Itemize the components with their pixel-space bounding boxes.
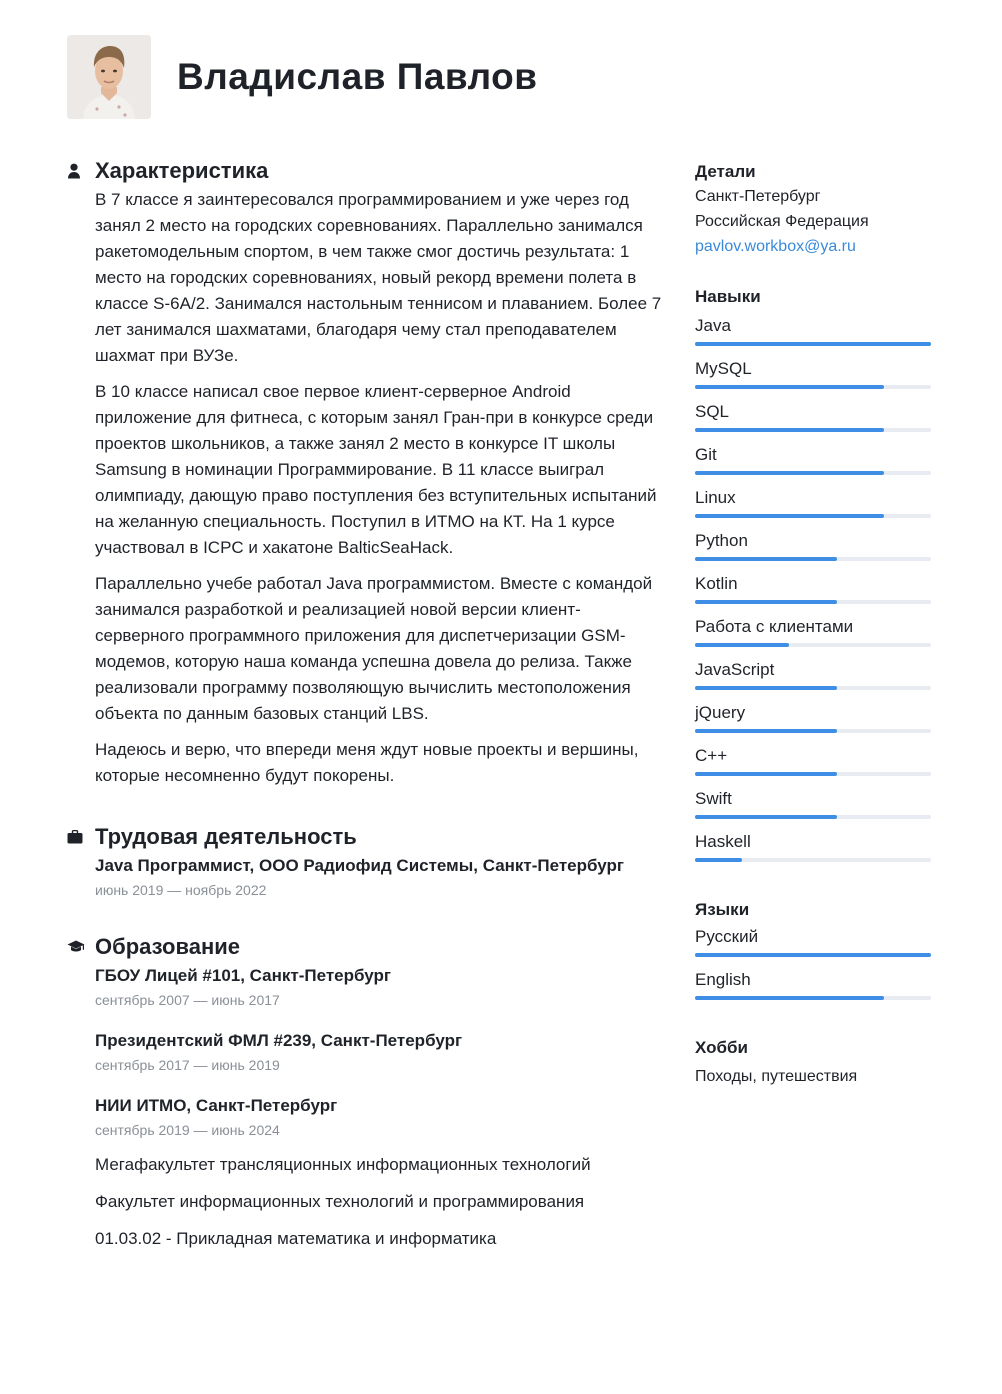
summary-paragraph: В 10 классе написал свое первое клиент-серверное Android приложение для фитнеса, с которым занял Гран-при в конкурсе среди проектов школьников, а также занял 2 место в конкурсе IT школы Samsung в номинации Программирование. В 11 классе выиграл олимпиаду, дающую право поступления без вступительных испытаний на желанную специальность. Поступил в ИТМО на КТ. На 1 курсе участвовал в ICPC и хакатоне BalticSeaHack. xyxy=(95,382,657,557)
skill-item xyxy=(695,487,931,530)
summary-section xyxy=(67,156,667,789)
education-entry-title: Президентский ФМЛ #239, Санкт-Петербург xyxy=(95,1031,463,1050)
skill-level-bar xyxy=(695,643,789,647)
hobbies-title: Хобби xyxy=(695,1038,748,1057)
languages-list xyxy=(695,926,931,1012)
skill-name: Java xyxy=(695,316,731,335)
skill-level-track xyxy=(695,643,931,647)
employment-title: Трудовая деятельность xyxy=(95,824,357,849)
education-note: 01.03.02 - Прикладная математика и информатика xyxy=(95,1229,497,1248)
language-level-bar xyxy=(695,953,931,957)
language-item xyxy=(695,969,931,1012)
skill-level-bar xyxy=(695,772,837,776)
sidebar xyxy=(695,160,931,1115)
skill-item xyxy=(695,358,931,401)
summary-paragraph: В 7 классе я заинтересовался программированием и уже через год занял 2 место на городских соревнованиях. Параллельно занимался ракетомодельным спортом, в чем также смог достичь результата: 1 место на городских соревнованиях, новый рекорд времени полета в классе S-6A/2. Занимался настольным теннисом и плаванием. Более 7 лет занимался шахматами, благодаря чему стал преподавателем шахмат при ВУЗе. xyxy=(95,190,662,365)
summary-paragraph: Параллельно учебе работал Java программистом. Вместе с командой занимался разработкой и реализацией новой версии клиент-серверного программного приложения для диспетчеризации GSM-модемов, которую наша команда успешна довела до релиза. Также реализовали программу позволяющую вычислить местоположения объекта по данным базовых станций LBS. xyxy=(95,574,653,723)
languages-block xyxy=(695,898,931,1012)
skill-name: Работа с клиентами xyxy=(695,617,854,636)
person-icon xyxy=(67,159,95,183)
skill-level-track xyxy=(695,729,931,733)
skill-item xyxy=(695,444,931,487)
skill-level-track xyxy=(695,385,931,389)
job-dates: июнь 2019 — ноябрь 2022 xyxy=(95,882,267,898)
email-link[interactable]: pavlov.workbox@ya.ru xyxy=(695,238,856,255)
skill-name: SQL xyxy=(695,402,730,421)
skill-level-track xyxy=(695,815,931,819)
skill-name: JavaScript xyxy=(695,660,775,679)
skill-item xyxy=(695,831,931,874)
skill-level-track xyxy=(695,342,931,346)
skill-level-bar xyxy=(695,428,884,432)
avatar xyxy=(67,35,151,119)
main-column xyxy=(67,156,667,1284)
skill-level-track xyxy=(695,772,931,776)
education-entry-dates: сентябрь 2007 — июнь 2017 xyxy=(95,992,280,1008)
skill-level-track xyxy=(695,428,931,432)
skill-level-bar xyxy=(695,815,837,819)
education-title: Образование xyxy=(95,934,240,959)
language-name: Русский xyxy=(695,927,759,946)
employment-section xyxy=(67,822,667,900)
details-country: Российская Федерация xyxy=(695,213,869,230)
hobbies-text: Походы, путешествия xyxy=(695,1068,858,1085)
hobbies-block xyxy=(695,1036,931,1089)
details-block xyxy=(695,160,931,259)
skill-item xyxy=(695,616,931,659)
skill-item xyxy=(695,745,931,788)
education-body xyxy=(67,964,667,1251)
skill-level-bar xyxy=(695,385,884,389)
portrait-photo xyxy=(67,35,151,119)
skill-name: Kotlin xyxy=(695,574,738,593)
skill-name: Swift xyxy=(695,789,732,808)
graduation-cap-icon xyxy=(67,935,95,959)
skill-name: Python xyxy=(695,531,748,550)
skill-name: Git xyxy=(695,445,717,464)
skill-level-bar xyxy=(695,557,837,561)
language-name: English xyxy=(695,970,751,989)
skill-item xyxy=(695,573,931,616)
education-entry-dates: сентябрь 2017 — июнь 2019 xyxy=(95,1057,280,1073)
education-entry xyxy=(95,1029,667,1075)
skill-item xyxy=(695,315,931,358)
skill-level-bar xyxy=(695,600,837,604)
skills-list xyxy=(695,315,931,874)
details-title: Детали xyxy=(695,162,756,181)
skill-level-bar xyxy=(695,858,742,862)
language-item xyxy=(695,926,931,969)
skill-level-track xyxy=(695,471,931,475)
skill-level-track xyxy=(695,514,931,518)
employment-body xyxy=(67,854,667,900)
skill-item xyxy=(695,702,931,745)
education-entry-title: НИИ ИТМО, Санкт-Петербург xyxy=(95,1096,338,1115)
education-entry xyxy=(95,964,667,1010)
skill-level-bar xyxy=(695,729,837,733)
skill-level-bar xyxy=(695,342,931,346)
skill-name: Haskell xyxy=(695,832,751,851)
skill-level-bar xyxy=(695,514,884,518)
summary-paragraph: Надеюсь и верю, что впереди меня ждут новые проекты и вершины, которые несомненно будут покорены. xyxy=(95,740,639,785)
skill-name: Linux xyxy=(695,488,736,507)
skill-level-track xyxy=(695,686,931,690)
skill-level-bar xyxy=(695,471,884,475)
skill-level-track xyxy=(695,557,931,561)
summary-body xyxy=(67,187,667,789)
skill-level-bar xyxy=(695,686,837,690)
education-section xyxy=(67,932,667,1251)
skill-name: jQuery xyxy=(695,703,746,722)
education-note: Мегафакультет трансляционных информационных технологий xyxy=(95,1155,591,1174)
skill-item xyxy=(695,788,931,831)
summary-title: Характеристика xyxy=(95,158,269,183)
language-level-track xyxy=(695,996,931,1000)
skill-name: MySQL xyxy=(695,359,752,378)
education-note: Факультет информационных технологий и программирования xyxy=(95,1192,585,1211)
skills-block xyxy=(695,285,931,874)
skills-title: Навыки xyxy=(695,287,761,306)
candidate-name: Владислав Павлов xyxy=(177,56,538,97)
skill-level-track xyxy=(695,858,931,862)
skill-item xyxy=(695,401,931,444)
skill-item xyxy=(695,530,931,573)
details-city: Санкт-Петербург xyxy=(695,188,821,205)
education-entry xyxy=(95,1094,667,1251)
summary-header xyxy=(67,156,667,186)
briefcase-icon xyxy=(67,825,95,849)
education-entry-title: ГБОУ Лицей #101, Санкт-Петербург xyxy=(95,966,391,985)
skill-item xyxy=(695,659,931,702)
language-level-track xyxy=(695,953,931,957)
education-entry-dates: сентябрь 2019 — июнь 2024 xyxy=(95,1122,280,1138)
languages-title: Языки xyxy=(695,900,750,919)
skill-level-track xyxy=(695,600,931,604)
education-header xyxy=(67,932,667,962)
language-level-bar xyxy=(695,996,884,1000)
skill-name: C++ xyxy=(695,746,728,765)
employment-header xyxy=(67,822,667,852)
job-title: Java Программист, ООО Радиофид Системы, Санкт-Петербург xyxy=(95,856,624,875)
